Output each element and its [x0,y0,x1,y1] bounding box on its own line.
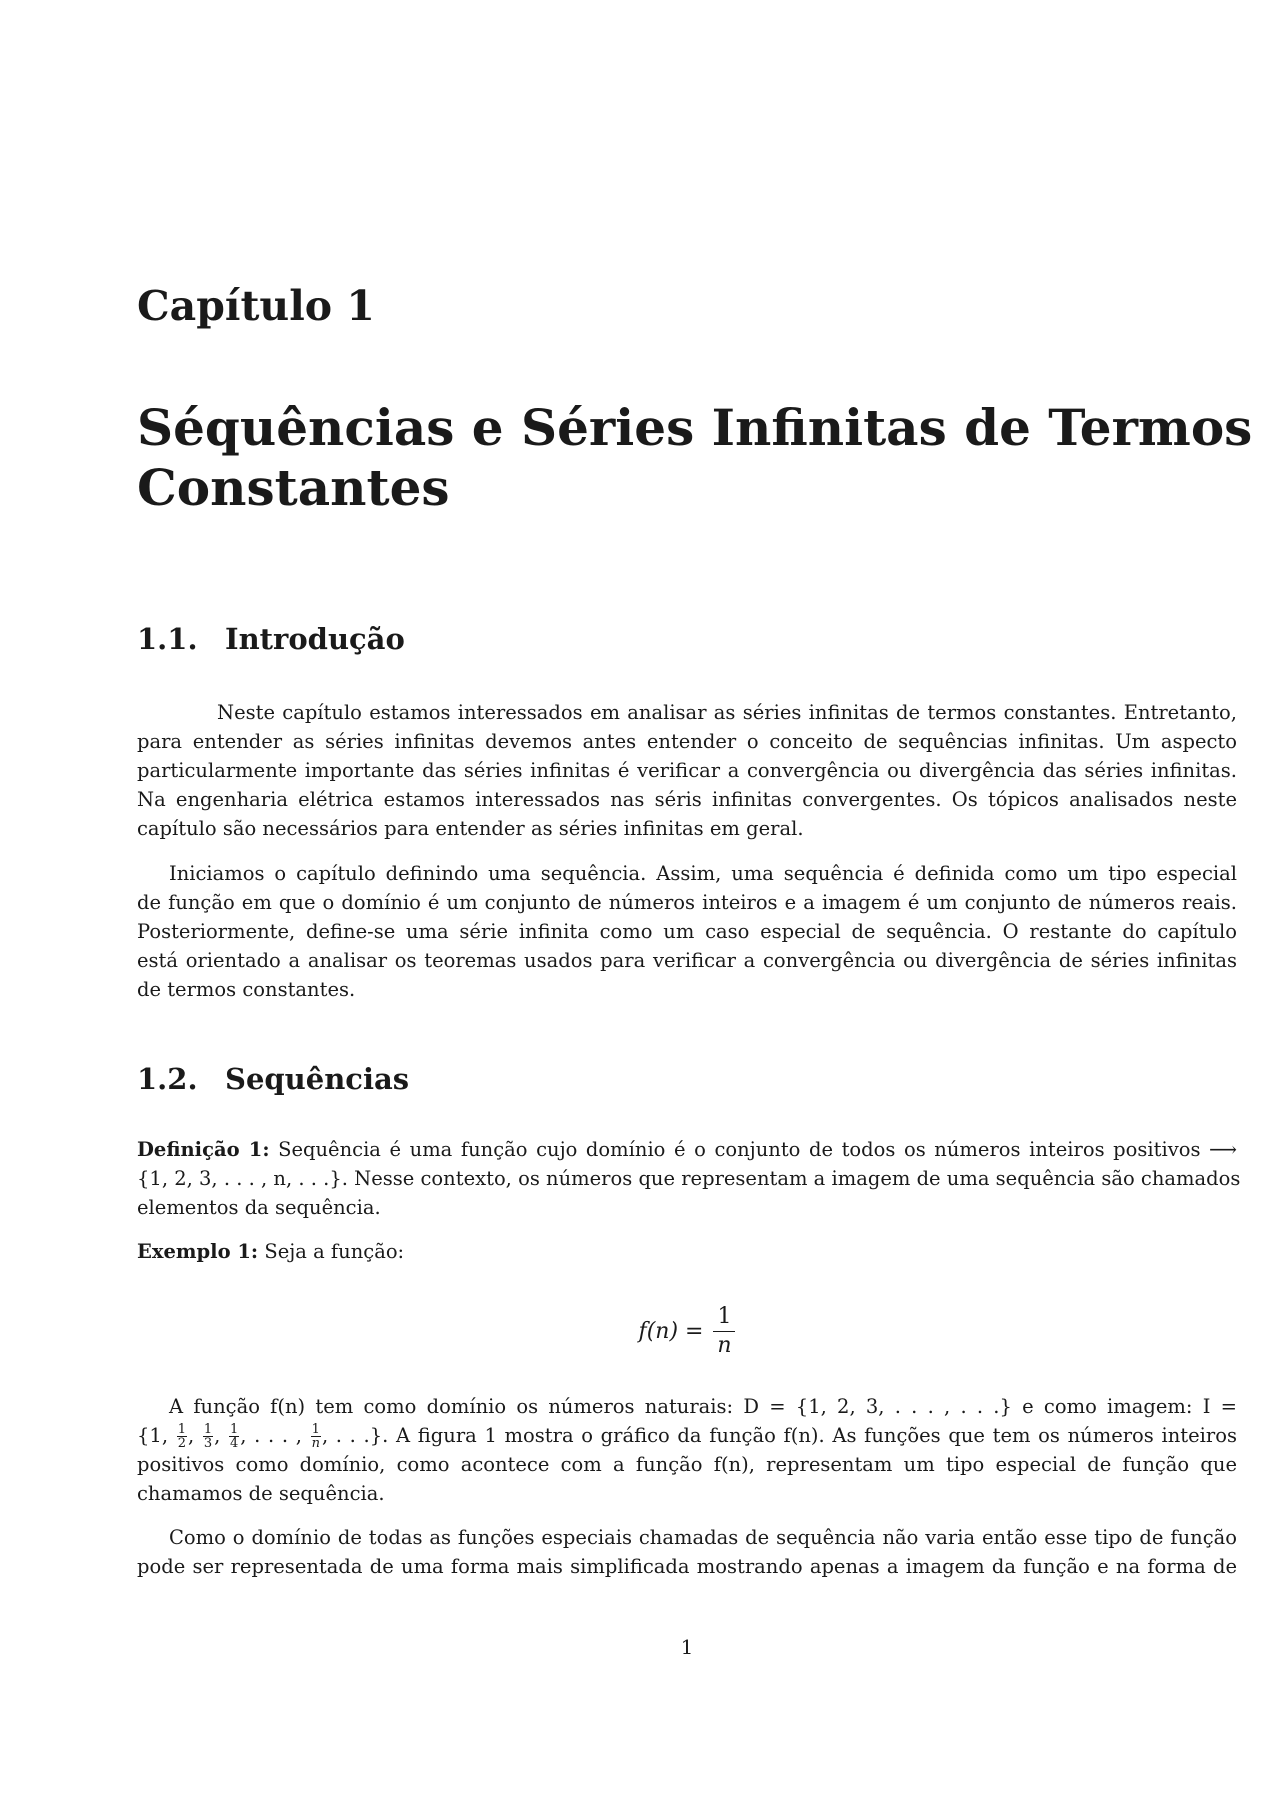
section-number: 1.2. [137,1062,198,1096]
paragraph-line: capítulo são necessários para entender as séries infinitas em geral. [137,817,804,840]
paragraph-line: de termos constantes. [137,978,356,1001]
example-label: Exemplo 1: [137,1240,259,1263]
paragraph-line: Na engenharia elétrica estamos interessados nas séris infinitas convergentes. Os tópicos analisados neste [137,788,1237,811]
inline-fraction: $\frac{1}{4}$ [230,1422,239,1451]
paragraph-line: Como o domínio de todas as funções especiais chamadas de sequência não varia então esse tipo de função [169,1526,1237,1549]
definition-line [137,1135,1237,1164]
chapter-title [137,398,1253,518]
paragraph-line: positivos como domínio, como acontece com a função f(n), representam um tipo especial de função que [137,1453,1237,1476]
paragraph-line: Posteriormente, define-se uma série infinita como um caso especial de sequência. O restante do capítulo [137,920,1237,943]
example-text: Seja a função: [258,1240,405,1263]
paragraph-line: elementos da sequência. [137,1196,381,1219]
definition-text: Sequência é uma função cujo domínio é o conjunto de todos os números inteiros positivos ⟶ [269,1138,1237,1161]
formula-numerator: 1 [713,1305,735,1332]
paragraph-line: Neste capítulo estamos interessados em analisar as séries infinitas de termos constantes. Entretanto, [217,701,1237,724]
text-fragment: , . . .}. A figura 1 mostra o gráfico da função f(n). As funções que tem os números inteiros [321,1424,1237,1447]
paragraph-line: Iniciamos o capítulo definindo uma sequência. Assim, uma sequência é definida como um tipo especial [169,862,1237,885]
formula-f-of-n [137,1305,1237,1358]
section-title: Sequências [225,1062,410,1096]
paragraph-line: chamamos de sequência. [137,1482,385,1505]
paragraph-line: particularmente importante das séries infinitas é verificar a convergência ou divergência das séries infinitas. [137,759,1237,782]
inline-fraction: $\frac{1}{2}$ [177,1422,186,1451]
text-fragment: , . . . , [240,1424,310,1447]
paragraph-line-with-fractions: {1, $\frac{1}{2}$ , $\frac{1}{3}$ , $\frac{1}{4}$ , . . . , $\frac{1}{n}$ , . . .}. A figura 1 mostra o gráfico da função f(n). As funções que tem os números inteiros [137,1422,1237,1451]
chapter-title-line-2: Constantes [137,458,450,517]
text-fragment: {1, [137,1424,176,1447]
paragraph-line: pode ser representada de uma forma mais simplificada mostrando apenas a imagem da função e na forma de [137,1555,1237,1578]
section-heading-introducao [137,622,405,657]
formula-fraction [713,1305,735,1358]
paragraph-line: {1, 2, 3, . . . , n, . . .}. Nesse contexto, os números que representam a imagem de uma sequência são chamados [137,1167,1241,1190]
example-line [137,1237,1237,1266]
inline-fraction: $\frac{1}{n}$ [311,1422,320,1451]
paragraph-line: de função em que o domínio é um conjunto de números inteiros e a imagem é um conjunto de números reais. [137,891,1237,914]
paragraph-line: para entender as séries infinitas devemos antes entender o conceito de sequências infinitas. Um aspecto [137,730,1237,753]
paragraph-line: A função f(n) tem como domínio os números naturais: D = {1, 2, 3, . . . , . . .} e como imagem: I = [169,1395,1237,1418]
chapter-label: Capítulo 1 [137,282,375,330]
inline-fraction: $\frac{1}{3}$ [203,1422,213,1451]
page-number: 1 [680,1635,694,1659]
paragraph-line: está orientado a analisar os teoremas usados para verificar a convergência ou divergência de séries infinitas [137,949,1237,972]
formula-lhs: f(n) = [638,1319,704,1345]
section-heading-sequencias [137,1062,409,1097]
definition-label: Definição 1: [137,1138,270,1161]
chapter-title-line-1: Séquências e Séries Infinitas de Termos [137,398,1253,457]
section-number: 1.1. [137,622,198,656]
formula-denominator: n [717,1333,732,1359]
section-title: Introdução [225,622,405,656]
